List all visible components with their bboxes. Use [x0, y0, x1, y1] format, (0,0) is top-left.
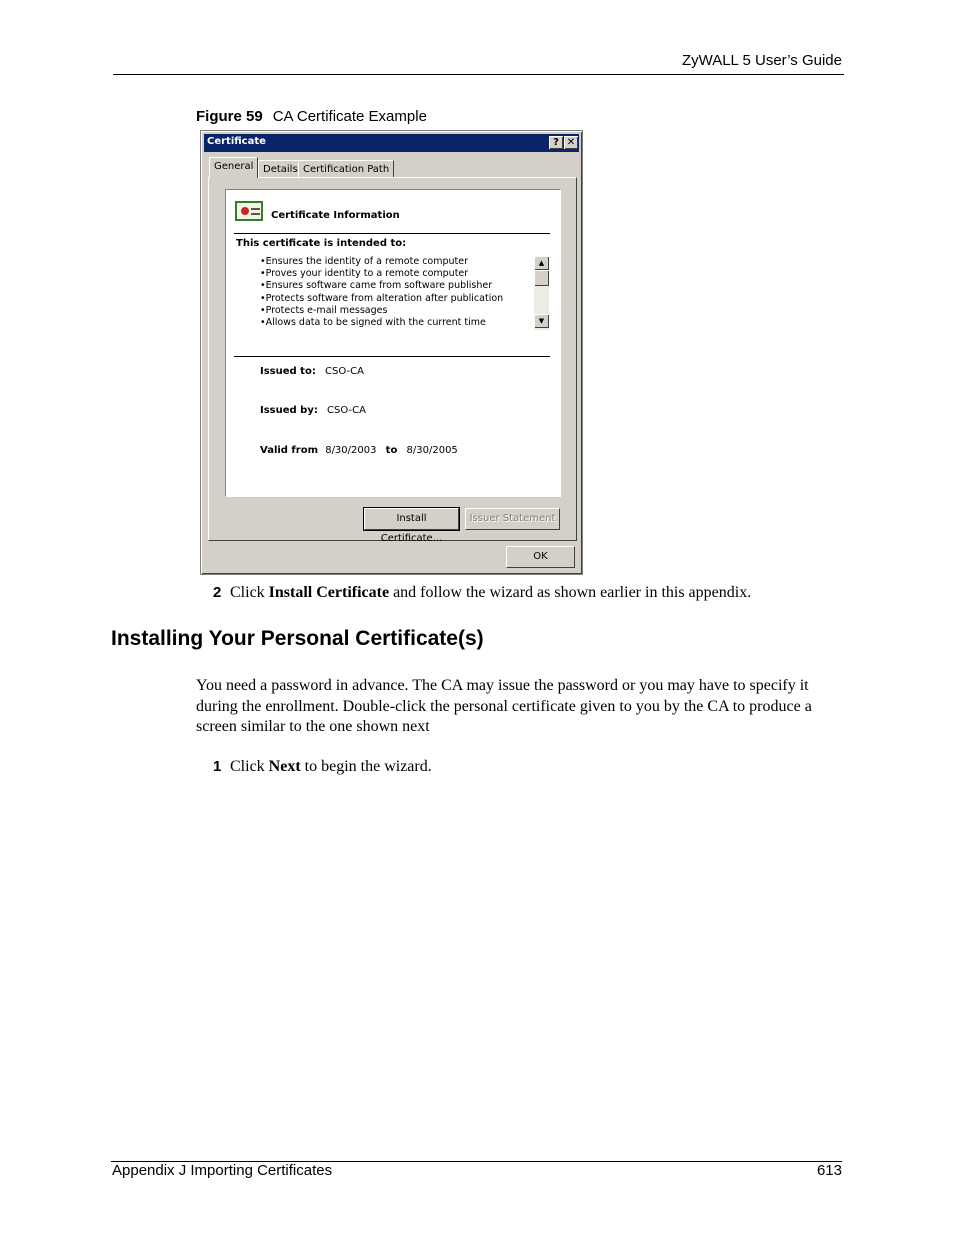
tab-general[interactable]: General: [209, 157, 258, 178]
step-2-text-after: and follow the wizard as shown earlier in this appendix.: [389, 584, 752, 601]
body-paragraph: You need a password in advance. The CA may issue the password or you may have to specify it during the enrollment. Double-click the personal certificate given to you by the CA to produce a screen similar to the one shown next: [196, 677, 812, 735]
figure-caption: [196, 108, 427, 125]
running-header: ZyWALL 5 User’s Guide: [681, 52, 842, 69]
issuer-statement-button[interactable]: Issuer Statement: [465, 508, 560, 530]
figure-title: CA Certificate Example: [272, 108, 427, 125]
separator-top: [234, 233, 550, 234]
issued-by-value: CSO-CA: [327, 405, 366, 416]
certificate-dialog: [200, 130, 583, 575]
valid-row: [260, 445, 458, 456]
step-2: [213, 584, 751, 602]
valid-from-value: 8/30/2003: [325, 445, 377, 456]
list-item: •Protects e-mail messages: [260, 304, 388, 316]
step-1-text-before: Click: [230, 758, 269, 775]
list-item: •Protects software from alteration after publication: [260, 292, 504, 304]
scroll-up-icon[interactable]: ▲: [534, 256, 549, 270]
dialog-title: Certificate: [207, 136, 266, 147]
step-2-number: 2: [213, 584, 222, 601]
certificate-info-panel: [225, 189, 561, 497]
scroll-thumb[interactable]: [534, 270, 549, 286]
certificate-information-heading: Certificate Information: [271, 210, 400, 221]
close-button[interactable]: ✕: [564, 136, 578, 149]
list-item: •Ensures the identity of a remote computer: [260, 256, 469, 267]
purposes-list: [260, 256, 503, 329]
tab-certification-path[interactable]: Certification Path: [298, 160, 394, 178]
list-item: •Ensures software came from software publisher: [260, 280, 493, 292]
page-number: 613: [816, 1162, 842, 1179]
step-1-number: 1: [213, 758, 222, 775]
valid-to-value: 8/30/2005: [406, 445, 458, 456]
certificate-icon: [235, 201, 263, 221]
header-rule: [113, 74, 844, 75]
help-button[interactable]: ?: [549, 136, 563, 149]
install-certificate-button[interactable]: Install Certificate...: [364, 508, 459, 530]
purposes-scrollbar[interactable]: [534, 256, 549, 330]
valid-to-label: to: [385, 445, 398, 456]
ok-button[interactable]: OK: [506, 546, 575, 568]
list-item: •Allows data to be signed with the current time: [260, 317, 486, 329]
separator-bottom: [234, 356, 550, 357]
issued-by-label: Issued by:: [260, 405, 318, 416]
valid-from-label: Valid from: [260, 445, 319, 456]
scroll-down-icon[interactable]: ▼: [534, 314, 549, 328]
intended-purposes-heading: This certificate is intended to:: [236, 238, 407, 249]
dialog-titlebar: [204, 134, 579, 152]
step-1: [213, 758, 432, 776]
step-2-text-before: Click: [230, 584, 269, 601]
step-2-bold: Install Certificate: [268, 584, 390, 601]
issued-to-row: [260, 366, 364, 377]
list-item: •Proves your identity to a remote computer: [260, 268, 469, 280]
figure-label: Figure 59: [196, 108, 263, 125]
step-1-text-after: to begin the wizard.: [300, 758, 432, 775]
issued-to-value: CSO-CA: [325, 366, 364, 377]
tab-details[interactable]: Details: [258, 160, 303, 178]
step-1-bold: Next: [268, 758, 301, 775]
footer-section-title: Appendix J Importing Certificates: [112, 1162, 333, 1179]
section-heading: Installing Your Personal Certificate(s): [111, 627, 484, 650]
issued-to-label: Issued to:: [260, 366, 316, 377]
issued-by-row: [260, 405, 366, 416]
